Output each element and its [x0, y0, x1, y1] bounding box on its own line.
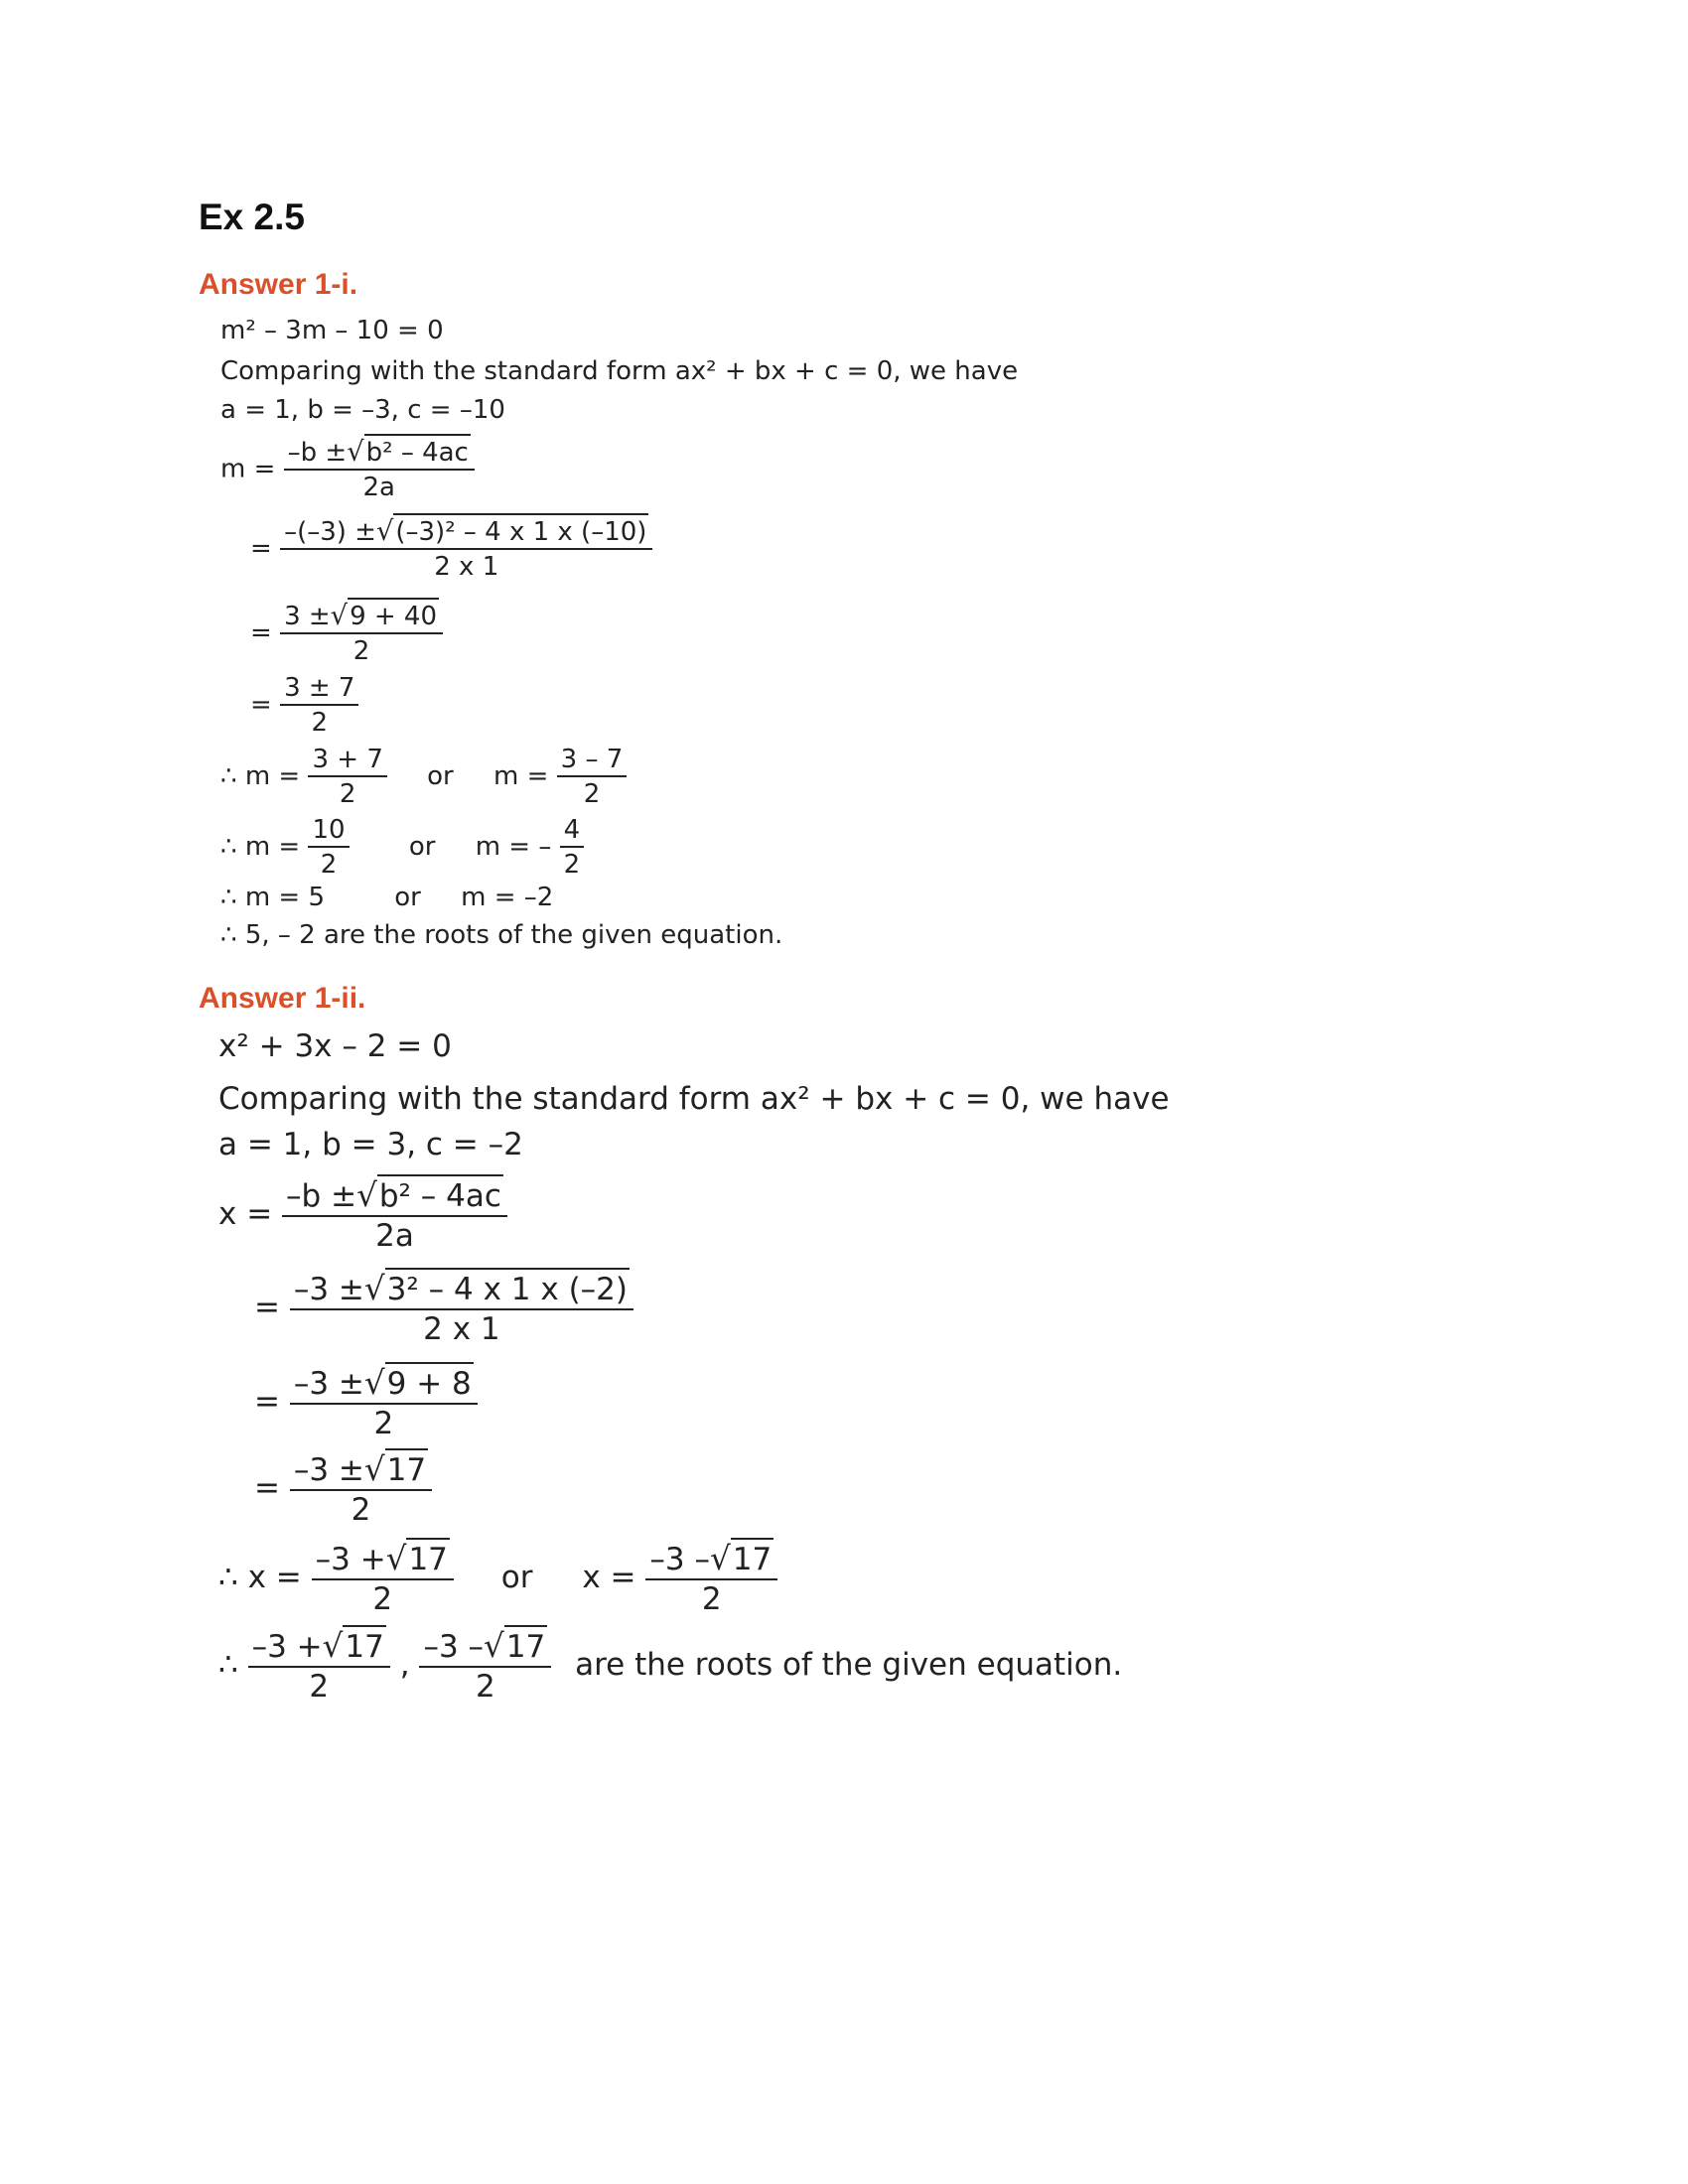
- step-radicand: 9 + 40: [348, 598, 439, 631]
- root-b: m = –2: [461, 883, 554, 912]
- root-numerator-prefix: –3 –: [423, 1629, 485, 1665]
- split-fraction: $\frac{-3 -√17}{2}$: [645, 1543, 777, 1615]
- root-a: m = 5: [244, 883, 325, 912]
- answer-heading-1-ii: Answer 1-ii.: [199, 982, 366, 1015]
- solution-step: [250, 675, 358, 736]
- step-numerator: 3 ± 7: [280, 675, 358, 706]
- split-denominator: 2: [372, 1581, 393, 1617]
- result-numerator: 4: [560, 817, 585, 848]
- therefore-symbol: ∴: [220, 883, 237, 912]
- step-denominator: 2: [352, 636, 370, 667]
- result-denominator: 2: [320, 850, 338, 880]
- step-denominator: 2 x 1: [434, 552, 499, 583]
- split-lhs: x =: [247, 1560, 302, 1595]
- formula-lhs: x =: [218, 1196, 273, 1232]
- minus-sign: –: [538, 832, 552, 862]
- equals-sign: =: [254, 1290, 280, 1325]
- therefore-symbol: ∴: [220, 920, 237, 950]
- equation: x² + 3x – 2 = 0: [218, 1028, 452, 1064]
- formula-fraction: $\frac{\text{–b ±√b² – 4ac}}{2a}$: [284, 439, 475, 500]
- equals-sign: =: [250, 617, 272, 648]
- quadratic-formula: [218, 1176, 507, 1254]
- root-results: [220, 817, 584, 878]
- step-numerator-prefix: –3 ±: [293, 1366, 364, 1402]
- root-split: [220, 747, 627, 807]
- equation: m² – 3m – 10 = 0: [220, 316, 444, 345]
- result-denominator: 2: [563, 850, 581, 880]
- solution-step: [254, 1450, 432, 1528]
- or-word: or: [408, 832, 436, 862]
- coefficients: a = 1, b = 3, c = –2: [218, 1127, 523, 1162]
- step-numerator-prefix: –3 ±: [293, 1452, 364, 1488]
- solution-step: [250, 601, 443, 667]
- formula-numerator-prefix: –b ±: [286, 1178, 357, 1214]
- therefore-symbol: ∴: [218, 1560, 238, 1595]
- split-denominator: 2: [583, 779, 601, 809]
- step-radicand: (–3)² – 4 x 1 x (–10): [393, 513, 648, 547]
- step-fraction: [280, 675, 358, 736]
- root-numerator-prefix: –3 +: [251, 1629, 323, 1665]
- split-lhs: m =: [244, 761, 301, 791]
- solution-step: [254, 1364, 478, 1441]
- or-word: or: [500, 1560, 533, 1595]
- split-lhs: m =: [493, 761, 549, 791]
- formula-radicand: b² – 4ac: [377, 1174, 503, 1214]
- therefore-symbol: ∴: [220, 761, 237, 791]
- root-denominator: 2: [309, 1669, 330, 1705]
- step-radicand: 9 + 8: [385, 1362, 474, 1402]
- root-fraction: $\frac{-3 +√17}{2}$: [248, 1630, 390, 1703]
- solution-step: [250, 516, 652, 583]
- step-denominator: 2: [311, 708, 329, 738]
- conclusion-text: 5, – 2 are the roots of the given equation.: [244, 920, 783, 950]
- conclusion-text: are the roots of the given equation.: [575, 1647, 1123, 1683]
- equals-sign: =: [254, 1384, 280, 1420]
- step-radicand: 3² – 4 x 1 x (–2): [385, 1268, 630, 1307]
- step-numerator-prefix: 3 ±: [284, 602, 331, 631]
- therefore-symbol: ∴: [218, 1647, 238, 1683]
- split-denominator: 2: [339, 779, 356, 809]
- split-numerator: 3 – 7: [557, 747, 628, 777]
- equals-sign: =: [254, 1470, 280, 1506]
- or-word: or: [394, 883, 421, 912]
- step-numerator-prefix: –(–3) ±: [284, 517, 376, 547]
- step-fraction: $\frac{\text{–(–3) ±√(–3)² – 4 x 1 x (–10)}}{2 x 1}$: [280, 518, 652, 580]
- formula-numerator-prefix: –b ±: [287, 438, 348, 468]
- result-numerator: 10: [308, 817, 349, 848]
- root-denominator: 2: [475, 1669, 495, 1705]
- page-title: Ex 2.5: [199, 197, 305, 237]
- step-fraction: $\frac{-3 \pm√17}{2}$: [290, 1453, 432, 1526]
- result-fraction: [560, 817, 585, 878]
- comparing-text: Comparing with the standard form ax² + bx + c = 0, we have: [220, 356, 1019, 386]
- result-lhs: m =: [244, 832, 301, 862]
- split-numerator: 3 + 7: [308, 747, 386, 777]
- step-denominator: 2 x 1: [423, 1311, 500, 1347]
- split-numerator-prefix: –3 –: [649, 1542, 710, 1577]
- therefore-symbol: ∴: [220, 832, 237, 862]
- split-lhs: x =: [582, 1560, 636, 1595]
- split-fraction: $\frac{-3 +√17}{2}$: [312, 1543, 454, 1615]
- step-denominator: 2: [373, 1406, 394, 1441]
- quadratic-formula: [220, 437, 475, 503]
- result-fraction: [308, 817, 349, 878]
- formula-denominator: 2a: [362, 473, 395, 503]
- conclusion: [220, 922, 782, 948]
- step-fraction: $\frac{\text{–3 ±√3² – 4 x 1 x (–2)}}{2 x 1}$: [290, 1273, 633, 1345]
- split-denominator: 2: [701, 1581, 722, 1617]
- split-radicand: 17: [406, 1538, 449, 1577]
- split-fraction: [308, 747, 386, 807]
- formula-radicand: b² – 4ac: [364, 434, 471, 468]
- step-fraction: $\frac{-3 \pm√9 + 8}{2}$: [290, 1367, 478, 1439]
- step-denominator: 2: [351, 1492, 371, 1528]
- formula-lhs: m =: [220, 454, 276, 484]
- equals-sign: =: [250, 690, 272, 720]
- root-radicand: 17: [504, 1625, 547, 1665]
- step-radicand: 17: [385, 1448, 428, 1488]
- comparing-text: Comparing with the standard form ax² + bx + c = 0, we have: [218, 1081, 1170, 1117]
- comma: ,: [399, 1647, 410, 1683]
- split-radicand: 17: [731, 1538, 774, 1577]
- solution-step: [254, 1270, 633, 1347]
- formula-fraction: $\frac{\text{–b ±√b² – 4ac}}{2a}$: [282, 1179, 507, 1252]
- root-fraction: $\frac{-3 -√17}{2}$: [419, 1630, 551, 1703]
- split-numerator-prefix: –3 +: [315, 1542, 386, 1577]
- or-word: or: [427, 761, 454, 791]
- root-split: [218, 1540, 777, 1617]
- split-fraction: [557, 747, 628, 807]
- result-lhs: m =: [475, 832, 531, 862]
- equals-sign: =: [250, 533, 272, 564]
- answer-heading-1-i: Answer 1-i.: [199, 268, 358, 301]
- final-roots: [220, 885, 553, 910]
- step-numerator-prefix: –3 ±: [293, 1272, 364, 1307]
- coefficients: a = 1, b = –3, c = –10: [220, 395, 505, 425]
- root-radicand: 17: [343, 1625, 385, 1665]
- conclusion: [218, 1627, 1123, 1705]
- step-fraction: $\frac{3 \pm√9 + 40}{2}$: [280, 603, 443, 664]
- formula-denominator: 2a: [375, 1218, 414, 1254]
